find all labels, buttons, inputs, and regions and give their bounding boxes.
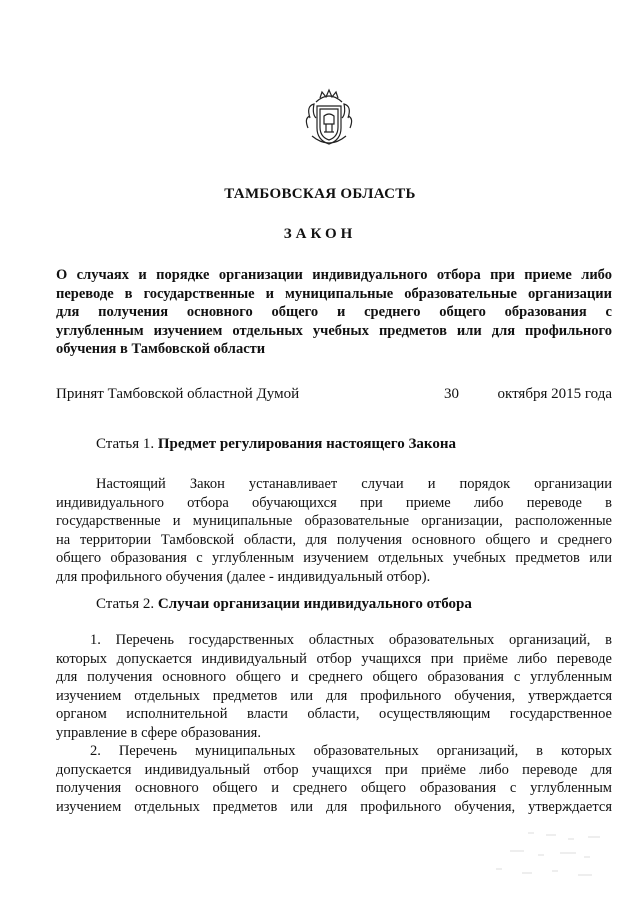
text-line: на территории Тамбовской области, для получения основного общего и среднего	[56, 531, 612, 548]
text-line: допускается индивидуальный отбор учащихся при приёме либо переводе для	[56, 761, 612, 778]
text-line: управление в сфере образования.	[56, 724, 261, 741]
coat-of-arms-emblem	[302, 88, 356, 150]
text-line: изучением отдельных предметов или для профильного обучения, утверждается	[56, 687, 612, 704]
text-line: для получения основного общего и среднего общего образования с углубленным	[56, 669, 612, 685]
adoption-day: 30	[444, 386, 459, 402]
text-line: Настоящий Закон устанавливает случаи и порядок организации	[96, 476, 612, 492]
title-line: переводе в государственные и муниципальные образовательные организации	[56, 285, 612, 302]
region-name: ТАМБОВСКАЯ ОБЛАСТЬ	[224, 186, 416, 202]
article-2-paragraph-2	[56, 742, 612, 816]
article-1-heading	[96, 436, 456, 453]
text-line: 1. Перечень государственных областных образовательных организаций, в	[90, 632, 612, 648]
text-line: для профильного обучения (далее - индивидуальный отбор).	[56, 568, 431, 585]
article-1-text	[56, 475, 612, 586]
text-line: общего образования с углубленным изучением отдельных учебных предметов или	[56, 550, 612, 566]
text-line: получения основного общего и среднего общего образования с углубленным	[56, 780, 612, 796]
title-line: для получения основного общего и среднего общего образования с	[56, 304, 612, 320]
article-label: Статья 2.	[96, 596, 155, 612]
title-line: О случаях и порядке организации индивидуального отбора при приеме либо	[56, 267, 612, 283]
title-line: обучения в Тамбовской области	[56, 341, 266, 357]
text-line: изучением отдельных предметов или для профильного обучения, утверждается	[56, 798, 612, 815]
title-line: углубленным изучением отдельных учебных предметов или для профильного	[56, 322, 612, 339]
article-2-paragraph-1	[56, 631, 612, 742]
text-line: 2. Перечень муниципальных образовательных организаций, в которых	[90, 743, 612, 759]
adopting-body: Принят Тамбовской областной Думой	[56, 386, 300, 402]
coat-of-arms-icon	[302, 88, 356, 150]
adoption-date: октября 2015 года	[497, 386, 612, 402]
document-type: ЗАКОН	[283, 226, 357, 242]
text-line: органом исполнительной власти области, осуществляющим государственное	[56, 706, 612, 722]
text-line: государственные и муниципальные образовательные организации, расположенные	[56, 513, 612, 529]
adoption-line	[56, 386, 612, 406]
article-2-heading	[96, 596, 472, 613]
law-title	[56, 266, 612, 359]
text-line: которых допускается индивидуальный отбор учащихся при приёме либо переводе	[56, 650, 612, 667]
text-line: индивидуального отбора обучающихся при приеме либо переводе в	[56, 494, 612, 511]
article-title: Случаи организации индивидуального отбора	[157, 596, 472, 612]
article-label: Статья 1.	[96, 436, 155, 452]
article-title: Предмет регулирования настоящего Закона	[157, 436, 456, 452]
faint-stamp-marks	[488, 828, 608, 888]
